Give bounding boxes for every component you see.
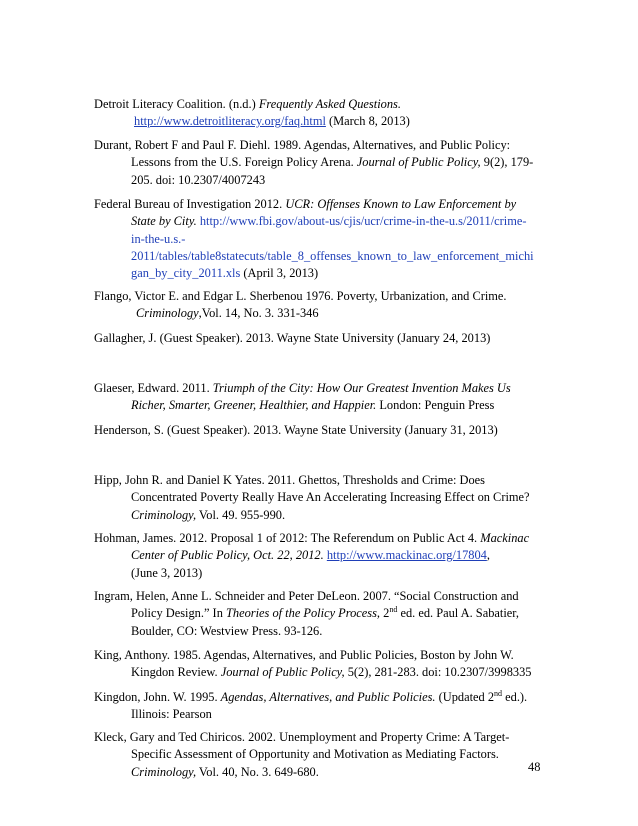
reference-hohman: Hohman, James. 2012. Proposal 1 of 2012: The Referendum on Public Act 4. Mackinac Center of Public Policy, Oct. 22, 2012. http://www.mackinac.org/17804, (June 3, 2013) <box>94 531 530 580</box>
reference-durant: Durant, Robert F and Paul F. Diehl. 1989. Agendas, Alternatives, and Public Policy: Lessons from the U.S. Foreign Policy Arena. Journal of Public Policy, 9(2), 179- 205. doi: 10.2307/4007243 <box>94 138 534 187</box>
fbi-link-part-1[interactable]: http://www.fbi.gov/about-us/cjis/ucr/crime-in-the-u.s/2011/crime- <box>196 214 527 229</box>
reference-kingdon: Kingdon, John. W. 1995. Agendas, Alternatives, and Public Policies. (Updated 2nd ed.). Illinois: Pearson <box>94 689 528 722</box>
reference-fbi: Federal Bureau of Investigation 2012. UCR: Offenses Known to Law Enforcement by State by City. http://www.fbi.gov/about-us/cjis/ucr/crime-in-the-u.s/2011/crime- in-the-u.s.- 2011/tables/table8statecuts/table_8_offenses_known_to_law_enforcement_michi gan_by_city_2011.xls (April 3, 2013) <box>94 197 534 281</box>
page-number: 48 <box>528 760 541 774</box>
reference-hipp: Hipp, John R. and Daniel K Yates. 2011. Ghettos, Thresholds and Crime: Does Concentrated Poverty Really Have An Accelerating Increasing Effect on Crime? Criminology, Vol. 49. 955-990. <box>94 473 530 522</box>
reference-kleck: Kleck, Gary and Ted Chiricos. 2002. Unemployment and Property Crime: A Target- Specific Assessment of Opportunity and Motivation as Mediating Factors. Criminology, Vol. 40, No. 3. 649-680. <box>94 730 510 779</box>
reference-flango: Flango, Victor E. and Edgar L. Sherbenou 1976. Poverty, Urbanization, and Crime. Criminology,Vol. 14, No. 3. 331-346 <box>94 289 507 321</box>
reference-gallagher: Gallagher, J. (Guest Speaker). 2013. Wayne State University (January 24, 2013) <box>94 331 491 345</box>
reference-king: King, Anthony. 1985. Agendas, Alternatives, and Public Policies, Boston by John W. Kingdon Review. Journal of Public Policy, 5(2), 281-283. doi: 10.2307/3998335 <box>94 648 532 680</box>
reference-henderson: Henderson, S. (Guest Speaker). 2013. Wayne State University (January 31, 2013) <box>94 423 498 437</box>
fbi-link-part-3[interactable]: 2011/tables/table8statecuts/table_8_offenses_known_to_law_enforcement_michi <box>131 248 534 263</box>
mackinac-link[interactable]: http://www.mackinac.org/17804 <box>326 548 487 563</box>
reference-ingram: Ingram, Helen, Anne L. Schneider and Peter DeLeon. 2007. “Social Construction and Policy Design.” In Theories of the Policy Process, 2nd ed. ed. Paul A. Sabatier, Boulder, CO: Westview Press. 93-126. <box>94 589 520 638</box>
reference-glaeser: Glaeser, Edward. 2011. Triumph of the City: How Our Greatest Invention Makes Us Richer, Smarter, Greener, Healthier, and Happier. London: Penguin Press <box>94 381 511 413</box>
reference-detroit-literacy: Detroit Literacy Coalition. (n.d.) Frequently Asked Questions. http://www.detroitliteracy.org/faq.html (March 8, 2013) <box>94 97 410 129</box>
detroit-literacy-link[interactable]: http://www.detroitliteracy.org/faq.html <box>134 114 326 129</box>
fbi-link-part-4[interactable]: gan_by_city_2011.xls <box>131 266 241 281</box>
fbi-link-part-2[interactable]: in-the-u.s.- <box>131 231 186 246</box>
